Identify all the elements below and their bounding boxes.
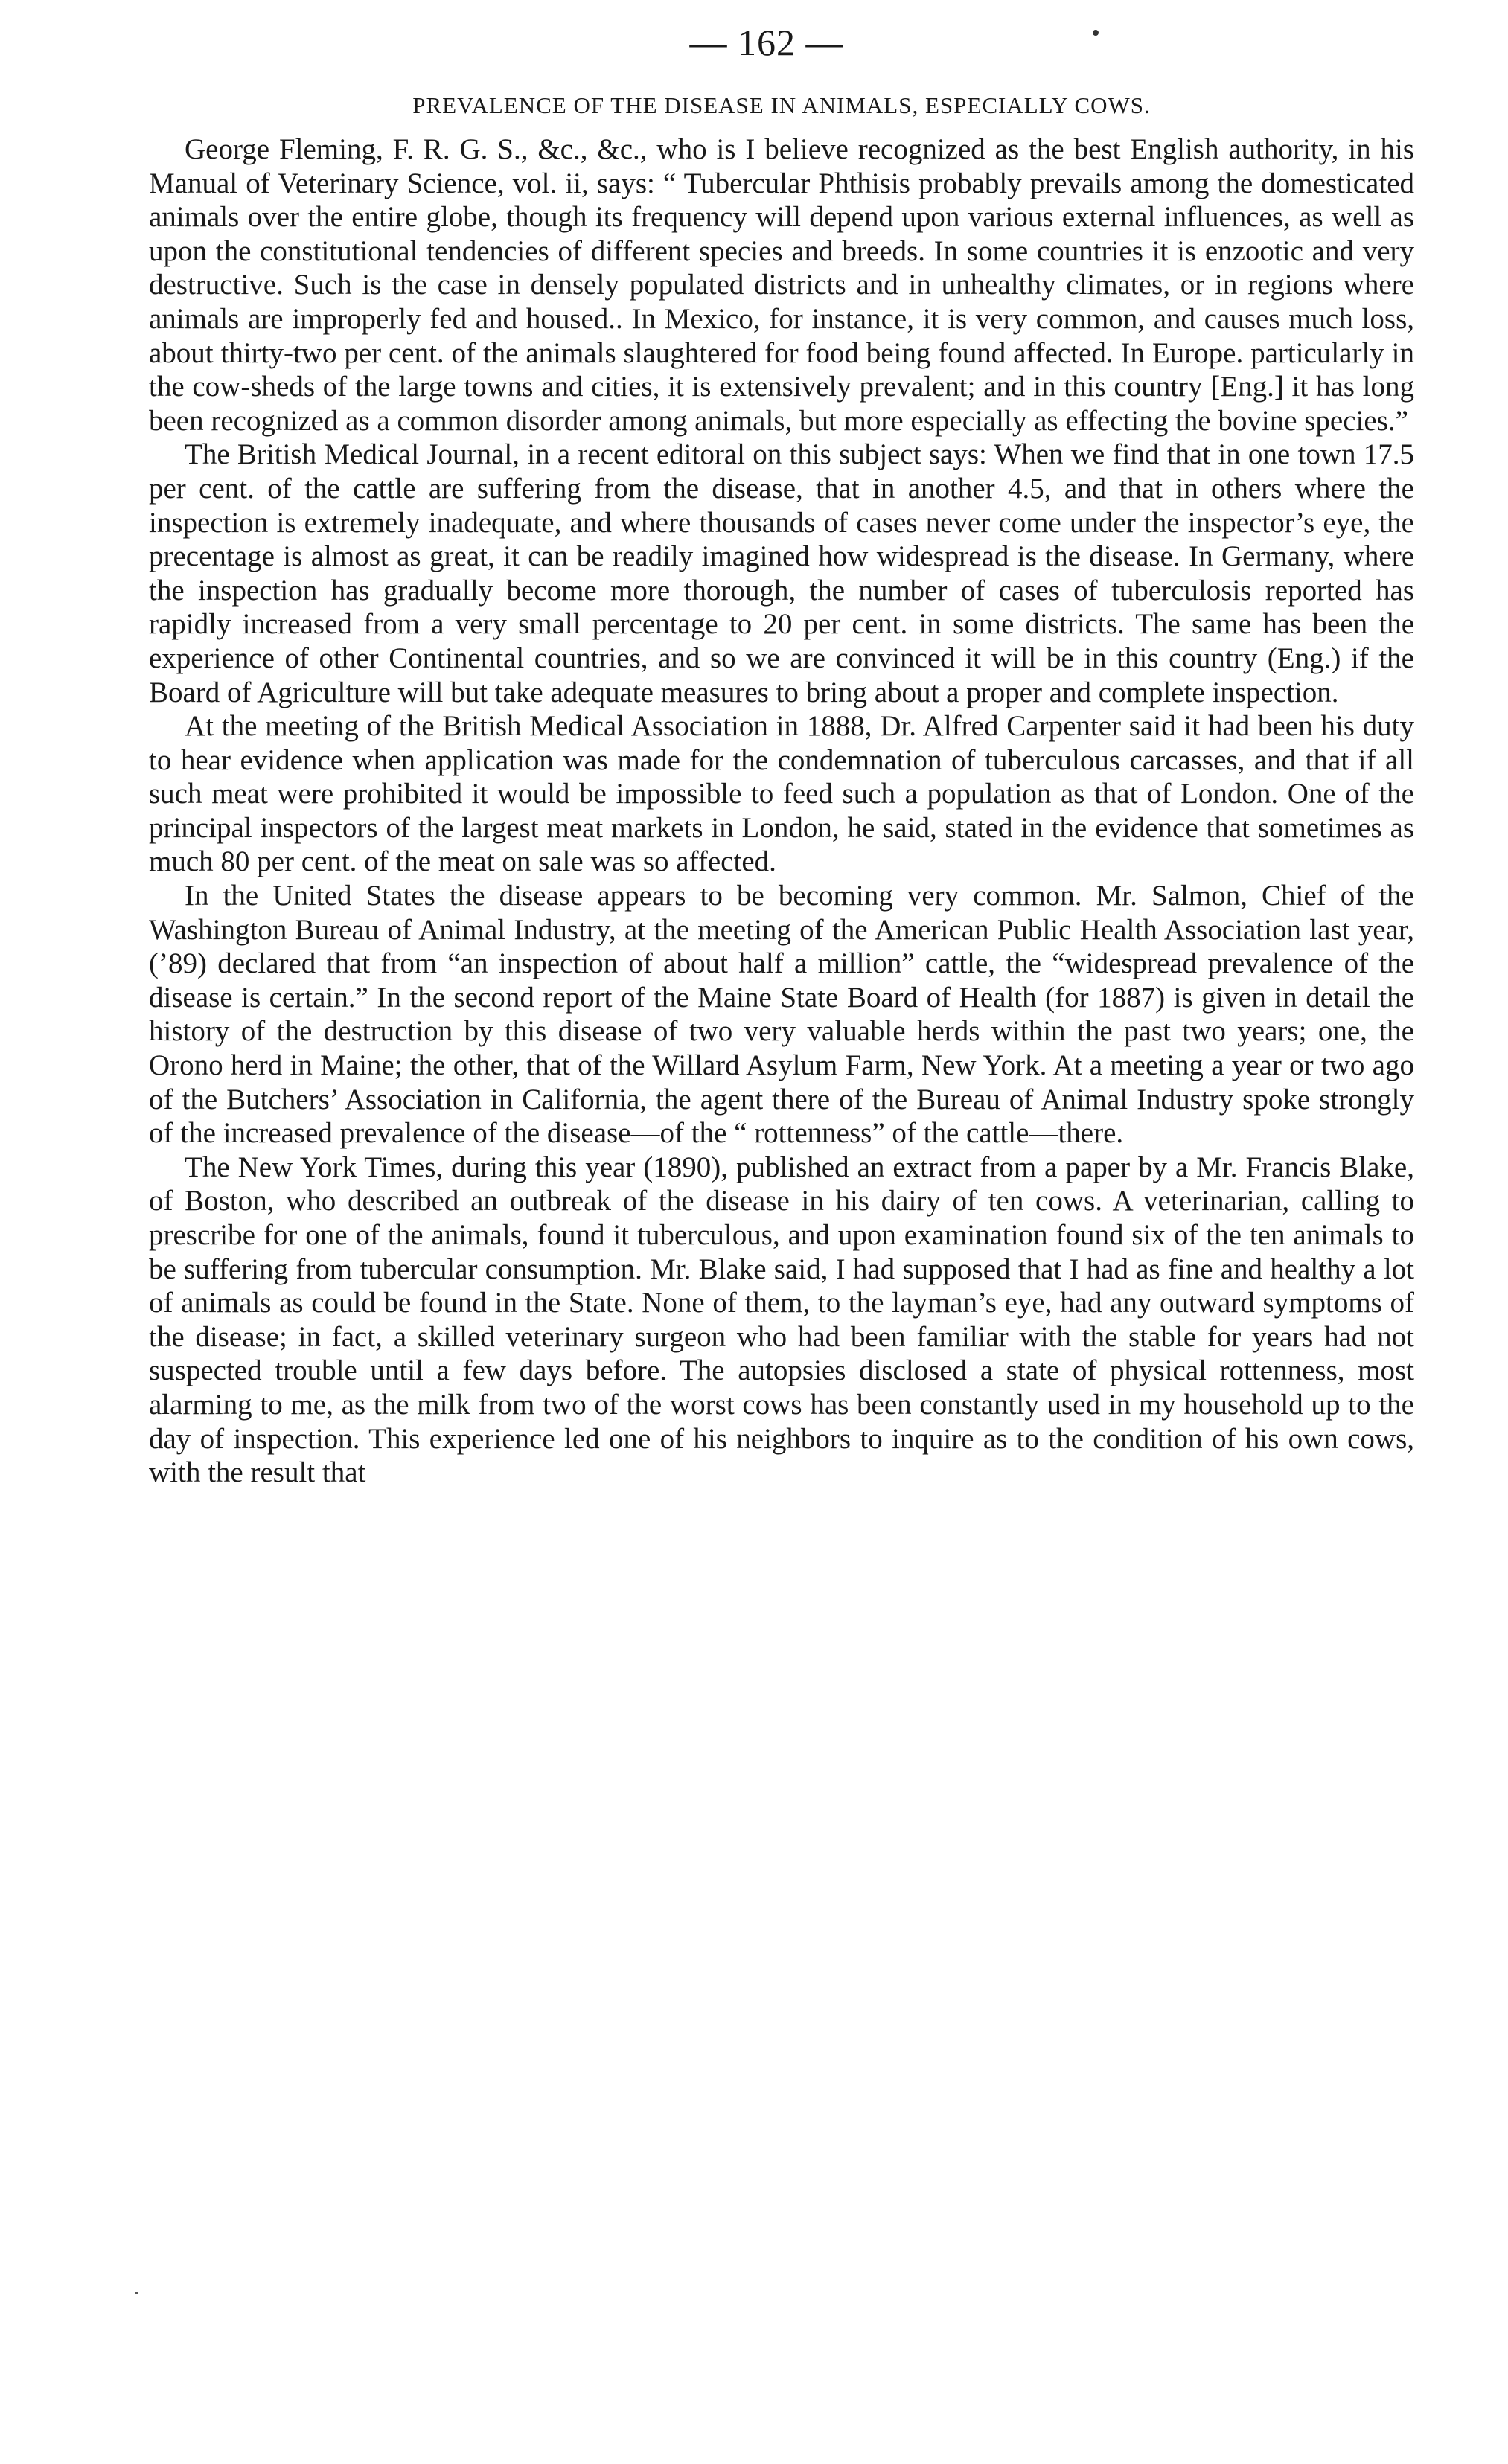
paragraph-new-york-times: The New York Times, during this year (1890), published an extract from a paper by a Mr. Francis Blake, of Boston, who described an outbreak of the disease in his dairy of ten cows. A veterinarian, calling to prescribe for one of the animals, found it tuberculous, and upon examination found six of the ten animals to be suffering from tubercular consumption. Mr. Blake said, I had supposed that I had as fine and healthy a lot of animals as could be found in the State. None of them, to the layman’s eye, had any outward symptoms of the disease; in fact, a skilled veterinary surgeon who had been familiar with the stable for years had not suspected trouble until a few days before. The autopsies disclosed a state of physical rottenness, most alarming to me, as the milk from two of the worst cows has been constantly used in my household up to the day of inspection. This experience led one of his neighbors to inquire as to the condition of his own cows, with the result that — [149, 1151, 1414, 1489]
paragraph-united-states: In the United States the disease appears to be becoming very common. Mr. Salmon, Chief of the Washington Bureau of Animal Industry, at the meeting of the American Public Health Association last year, (’89) declared that from “an inspection of about half a million” cattle, the “widespread prevalence of the disease is certain.” In the second report of the Maine State Board of Health (for 1887) is given in detail the history of the destruction by this disease of two very valuable herds within the past two years; one, the Orono herd in Maine; the other, that of the Willard Asylum Farm, New York. At a meeting a year or two ago of the Butchers’ Association in California, the agent there of the Bureau of Animal Industry spoke strongly of the increased prevalence of the disease—of the “ rottenness” of the cattle—there. — [149, 880, 1414, 1150]
section-heading: PREVALENCE OF THE DISEASE IN ANIMALS, ESPECIALLY COWS. — [412, 92, 1151, 118]
paragraph-fleming: George Fleming, F. R. G. S., &c., &c., who is I believe recognized as the best English authority, in his Manual of Veterinary Science, vol. ii, says: “ Tubercular Phthisis probably prevails among the domesticated animals over the entire globe, though its frequency will depend upon various external influences, as well as upon the constitutional tendencies of different species and breeds. In some countries it is enzootic and very destructive. Such is the case in densely populated districts and in unhealthy climates, or in regions where animals are improperly fed and housed.. In Mexico, for instance, it is very common, and causes much loss, about thirty-two per cent. of the animals slaughtered for food being found affected. In Europe. particularly in the cow-sheds of the large towns and cities, it is extensively prevalent; and in this country [Eng.] it has long been recognized as a common disorder among animals, but more especially as effecting the bovine species.” — [149, 133, 1414, 437]
margin-dot — [135, 2292, 138, 2294]
printer-dot-mark — [1093, 30, 1099, 36]
body-text — [149, 132, 1414, 1490]
paragraph-british-medical-journal: The British Medical Journal, in a recent editoral on this subject says: When we find that in one town 17.5 per cent. of the cattle are suffering from the disease, that in another 4.5, and that in others where the inspection is extremely inadequate, and where thousands of cases never come under the inspector’s eye, the precentage is almost as great, it can be readily imagined how widespread is the disease. In Germany, where the inspection has gradually become more thorough, the number of cases of tuberculosis reported has rapidly increased from a very small percentage to 20 per cent. in some districts. The same has been the experience of other Continental countries, and so we are convinced it will be in this country (Eng.) if the Board of Agriculture will but take adequate measures to bring about a proper and complete inspection. — [149, 438, 1414, 708]
paragraph-carpenter: At the meeting of the British Medical Association in 1888, Dr. Alfred Carpenter said it had been his duty to hear evidence when application was made for the condemnation of tuberculous carcasses, and that if all such meat were prohibited it would be impossible to feed such a population as that of London. One of the principal inspectors of the largest meat markets in London, he said, stated in the evidence that sometimes as much 80 per cent. of the meat on sale was so affected. — [149, 710, 1414, 878]
page-number: — 162 — — [689, 22, 844, 63]
